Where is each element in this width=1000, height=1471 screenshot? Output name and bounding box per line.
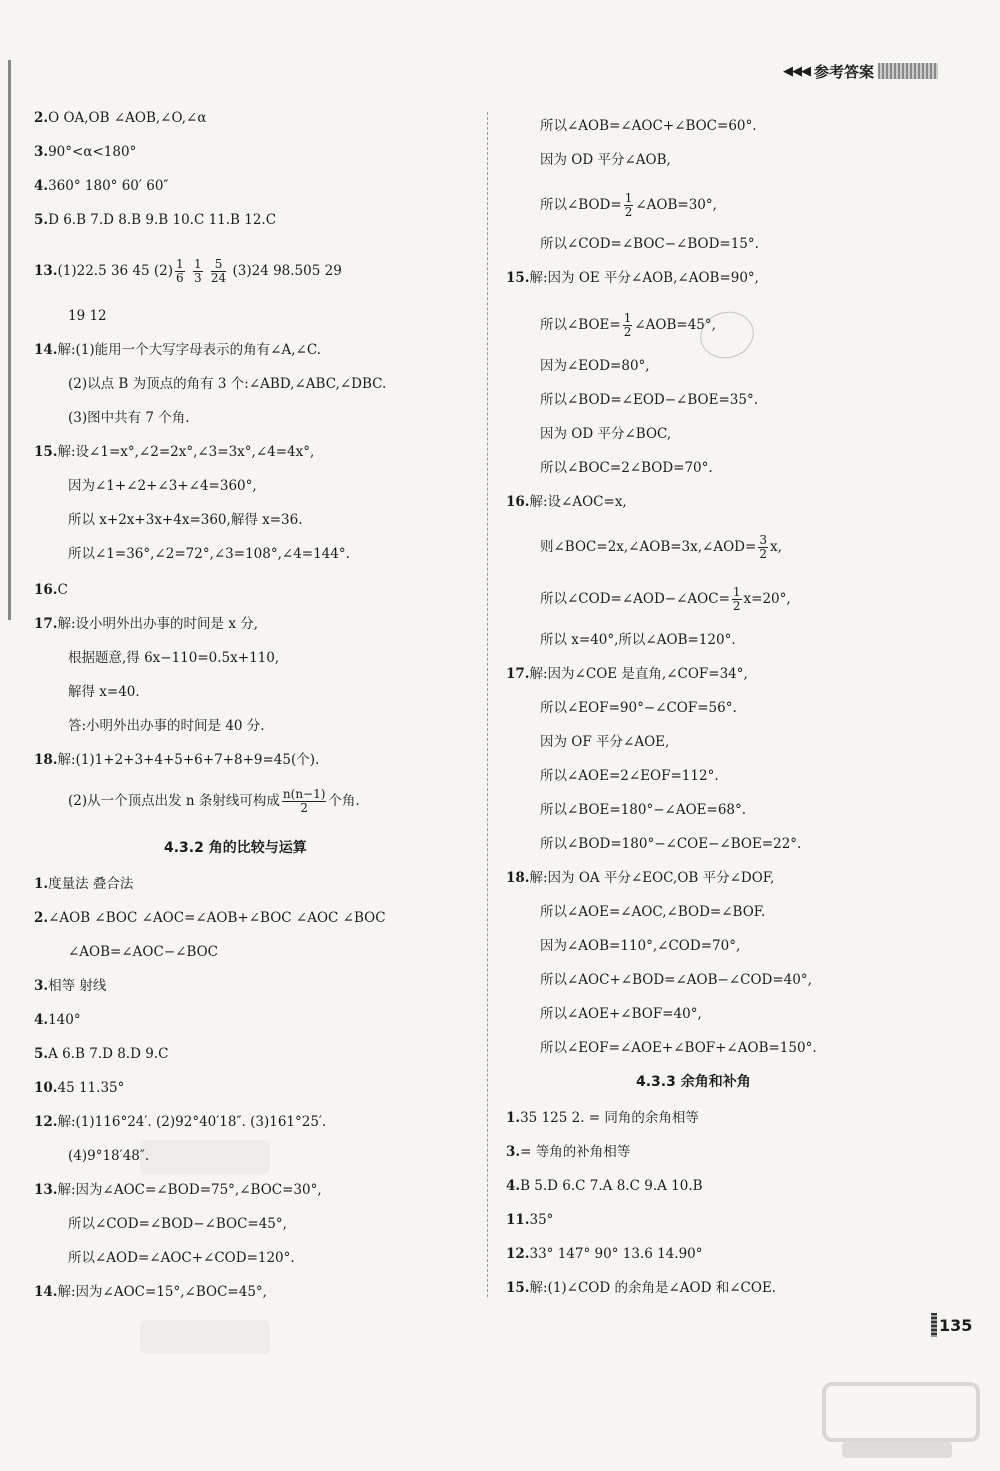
answer-text: 解:设∠AOC=x,	[529, 494, 627, 510]
fraction	[623, 312, 633, 339]
answer-text: 因为 OD 平分∠AOB,	[540, 152, 671, 168]
answer-text: O OA,OB ∠AOB,∠O,∠α	[48, 110, 207, 126]
question-number: 15.	[506, 270, 530, 286]
header-label: 参考答案	[813, 62, 874, 81]
fraction-denominator: 24	[210, 271, 227, 285]
answer-line	[506, 1038, 817, 1058]
answer-line	[506, 356, 650, 376]
answer-line	[34, 942, 218, 962]
fraction-denominator: 2	[623, 325, 632, 339]
answer-line	[34, 476, 257, 496]
answer-text: 360° 180° 60′ 60″	[48, 178, 169, 194]
fraction	[193, 258, 203, 285]
answer-line	[506, 1278, 776, 1298]
question-number: 4.	[34, 1012, 49, 1028]
answer-text: 根据题意,得 6x−110=0.5x+110,	[68, 650, 280, 666]
answer-line	[506, 116, 757, 136]
answer-line	[34, 176, 168, 196]
answer-text: (1)22.5 36 45 (2)	[57, 263, 174, 279]
answer-text: 所以∠1=36°,∠2=72°,∠3=108°,∠4=144°.	[68, 546, 350, 562]
answer-line	[506, 534, 782, 561]
answer-text: 所以∠BOE=	[540, 317, 621, 333]
answer-line	[506, 936, 740, 956]
fraction-numerator: 1	[623, 311, 632, 325]
answer-text: 33° 147° 90° 13.6 14.90°	[529, 1246, 703, 1262]
answer-text: ∠AOB=45°,	[634, 317, 716, 333]
fraction-denominator: 2	[732, 599, 741, 613]
fraction-numerator: 5	[211, 258, 226, 272]
answer-line	[34, 1214, 287, 1234]
fraction	[732, 586, 742, 613]
answer-line	[506, 492, 627, 512]
answer-line	[506, 1142, 630, 1162]
answer-line	[506, 390, 758, 410]
question-number: 3.	[34, 144, 49, 160]
column-divider	[487, 112, 488, 1297]
answer-text: A 6.B 7.D 8.D 9.C	[48, 1046, 169, 1062]
answer-text: = 等角的补角相等	[520, 1144, 631, 1160]
answer-text: 所以∠AOC+∠BOD=∠AOB−∠COD=40°,	[540, 972, 812, 988]
answer-line	[34, 142, 136, 162]
answer-text: 答:小明外出办事的时间是 40 分.	[68, 718, 265, 734]
answer-text: C	[57, 582, 68, 598]
page-edge-bar	[8, 60, 11, 620]
header-pattern-bar	[878, 63, 938, 79]
answer-line	[506, 834, 801, 854]
answer-text: 所以∠COD=∠AOD−∠AOC=	[540, 591, 730, 607]
answer-line	[34, 1078, 124, 1098]
fraction	[758, 534, 768, 561]
answer-text: 所以∠COD=∠BOD−∠BOC=45°,	[68, 1216, 287, 1232]
answer-line	[34, 1112, 326, 1132]
question-number: 15.	[506, 1280, 530, 1296]
answer-text: 因为∠1+∠2+∠3+∠4=360°,	[68, 478, 257, 494]
question-number: 18.	[34, 752, 58, 768]
question-number: 3.	[506, 1144, 521, 1160]
fraction	[282, 788, 327, 815]
answer-text: 45 11.35°	[57, 1080, 125, 1096]
answer-text: D 6.B 7.D 8.B 9.B 10.C 11.B 12.C	[48, 212, 277, 228]
answer-text: ∠AOB=30°,	[635, 197, 717, 213]
answer-text: (4)9°18′48″.	[68, 1148, 150, 1164]
answer-text: 解:因为∠AOC=∠BOD=75°,∠BOC=30°,	[57, 1182, 322, 1198]
answer-line	[506, 192, 717, 219]
section-heading: 4.3.3 余角和补角	[636, 1074, 751, 1090]
answer-line	[506, 1108, 699, 1128]
answer-line	[34, 442, 314, 462]
answer-line	[506, 1210, 553, 1230]
question-number: 2.	[34, 910, 49, 926]
answer-line	[34, 544, 350, 564]
fraction	[211, 258, 226, 285]
answer-text: 解:(1)能用一个大写字母表示的角有∠A,∠C.	[57, 342, 321, 358]
answer-line	[34, 750, 319, 770]
fraction-numerator: 1	[176, 257, 184, 271]
answer-line	[506, 458, 713, 478]
answer-line	[506, 732, 669, 752]
answer-text: 解:设∠1=x°,∠2=2x°,∠3=3x°,∠4=4x°,	[57, 444, 315, 460]
answer-text: 所以∠AOE=2∠EOF=112°.	[540, 768, 719, 784]
fraction-numerator: 1	[193, 257, 202, 271]
fraction-numerator: 3	[759, 533, 767, 547]
fraction-denominator: 2	[624, 205, 633, 219]
answer-text: 解:(1)∠COD 的余角是∠AOD 和∠COE.	[529, 1280, 777, 1296]
page-number-marker	[931, 1313, 937, 1337]
answer-text: 所以∠BOD=180°−∠COE−∠BOE=22°.	[540, 836, 802, 852]
answer-line	[34, 682, 140, 702]
faint-watermark-text	[140, 1320, 270, 1354]
answer-line	[34, 306, 107, 326]
answer-text: 因为 OD 平分∠BOC,	[540, 426, 672, 442]
answer-line	[506, 150, 671, 170]
question-number: 16.	[506, 494, 530, 510]
question-number: 1.	[34, 876, 49, 892]
answer-text: 所以∠AOB=∠AOC+∠BOC=60°.	[540, 118, 757, 134]
question-number: 13.	[34, 263, 58, 279]
answer-line	[506, 630, 736, 650]
answer-line	[506, 698, 737, 718]
answer-line	[34, 510, 303, 530]
question-number: 5.	[34, 1046, 49, 1062]
answer-line	[34, 258, 342, 285]
answer-line	[34, 340, 321, 360]
answer-text: ∠AOB ∠BOC ∠AOC=∠AOB+∠BOC ∠AOC ∠BOC	[48, 910, 386, 926]
answer-text: (3)图中共有 7 个角.	[68, 410, 190, 426]
answer-text: 度量法 叠合法	[48, 876, 134, 892]
fraction-numerator: n(n−1)	[282, 787, 326, 801]
answer-text: 解得 x=40.	[68, 684, 140, 700]
question-number: 12.	[34, 1114, 58, 1130]
answer-line	[34, 1146, 149, 1166]
answer-line	[506, 1004, 702, 1024]
answer-text: 90°<α<180°	[48, 144, 137, 160]
answer-line	[34, 788, 360, 815]
answer-text: 所以∠AOD=∠AOC+∠COD=120°.	[68, 1250, 295, 1266]
answer-line	[506, 664, 748, 684]
answer-line	[506, 1176, 703, 1196]
fraction	[624, 192, 634, 219]
answer-line	[506, 902, 765, 922]
answer-text: 所以 x=40°,所以∠AOB=120°.	[540, 632, 736, 648]
answer-text: 因为∠EOD=80°,	[540, 358, 650, 374]
question-number: 1.	[506, 1110, 521, 1126]
page-header	[783, 60, 938, 82]
answer-text: 所以∠BOD=∠EOD−∠BOE=35°.	[540, 392, 758, 408]
answer-line	[506, 1244, 703, 1264]
answer-line	[506, 586, 791, 613]
answer-line	[506, 312, 716, 339]
answer-line	[34, 108, 207, 128]
answer-text: 所以∠BOC=2∠BOD=70°.	[540, 460, 713, 476]
question-number: 16.	[34, 582, 58, 598]
answer-line	[506, 268, 759, 288]
answer-text: 解:因为 OA 平分∠EOC,OB 平分∠DOF,	[529, 870, 775, 886]
answer-line	[34, 1248, 295, 1268]
answer-text: 所以∠AOE+∠BOF=40°,	[540, 1006, 702, 1022]
answer-line	[34, 210, 276, 230]
answer-text: 解:因为∠COE 是直角,∠COF=34°,	[529, 666, 748, 682]
fraction-numerator: 1	[624, 191, 633, 205]
answer-text: 所以∠COD=∠BOC−∠BOD=15°.	[540, 236, 759, 252]
answer-text: 所以∠AOE=∠AOC,∠BOD=∠BOF.	[540, 904, 766, 920]
answer-text: 因为 OF 平分∠AOE,	[540, 734, 670, 750]
question-number: 4.	[506, 1178, 521, 1194]
answer-text: B 5.D 6.C 7.A 8.C 9.A 10.B	[520, 1178, 703, 1194]
answer-line	[34, 1180, 322, 1200]
answer-text: 相等 射线	[48, 978, 107, 994]
answer-line	[34, 648, 279, 668]
answer-text: 35°	[529, 1212, 554, 1228]
answer-line	[34, 1010, 81, 1030]
site-watermark-logo	[822, 1382, 972, 1464]
answer-text: ∠AOB=∠AOC−∠BOC	[68, 944, 219, 960]
answer-text: 解:(1)116°24′. (2)92°40′18″. (3)161°25′.	[57, 1114, 327, 1130]
question-number: 11.	[506, 1212, 530, 1228]
fraction-denominator: 2	[759, 547, 767, 561]
answer-line	[506, 234, 759, 254]
answer-line	[506, 766, 719, 786]
answer-text: 所以∠EOF=90°−∠COF=56°.	[540, 700, 737, 716]
question-number: 13.	[34, 1182, 58, 1198]
question-number: 14.	[34, 1284, 58, 1300]
page-number-text: 135	[939, 1315, 973, 1335]
answer-line	[34, 874, 133, 894]
question-number: 14.	[34, 342, 58, 358]
answer-text: 19 12	[68, 308, 107, 324]
answer-line	[506, 424, 671, 444]
answer-text: 因为∠AOB=110°,∠COD=70°,	[540, 938, 741, 954]
answer-line	[34, 908, 386, 928]
answer-text: x=20°,	[743, 591, 791, 607]
question-number: 2.	[34, 110, 49, 126]
answer-text: (2)从一个顶点出发 n 条射线可构成	[68, 793, 280, 809]
question-number: 10.	[34, 1080, 58, 1096]
answer-text: (3)24 98.505 29	[232, 263, 342, 279]
question-number: 17.	[506, 666, 530, 682]
answer-line	[34, 580, 68, 600]
fraction-denominator: 2	[300, 801, 308, 815]
answer-text: 解:因为∠AOC=15°,∠BOC=45°,	[57, 1284, 267, 1300]
answer-line	[34, 976, 106, 996]
question-number: 4.	[34, 178, 49, 194]
answer-line	[34, 1282, 267, 1302]
answer-text: 所以∠BOE=180°−∠AOE=68°.	[540, 802, 747, 818]
answer-text: 解:设小明外出办事的时间是 x 分,	[57, 616, 259, 632]
answer-text: 则∠BOC=2x,∠AOB=3x,∠AOD=	[540, 539, 757, 555]
answer-text: 所以∠EOF=∠AOE+∠BOF+∠AOB=150°.	[540, 1040, 817, 1056]
answer-line	[34, 408, 190, 428]
question-number: 12.	[506, 1246, 530, 1262]
answer-line	[34, 1044, 168, 1064]
answer-text: 所以 x+2x+3x+4x=360,解得 x=36.	[68, 512, 303, 528]
answer-line	[34, 374, 386, 394]
triple-arrow-icon: ◀◀◀	[782, 63, 810, 79]
answer-text: 35 125 2. = 同角的余角相等	[520, 1110, 699, 1126]
fraction-denominator: 6	[176, 271, 184, 285]
answer-text: 个角.	[328, 793, 360, 809]
answer-text: 140°	[48, 1012, 81, 1028]
answer-text: 解:(1)1+2+3+4+5+6+7+8+9=45(个).	[57, 752, 320, 768]
question-number: 17.	[34, 616, 58, 632]
answer-text: x,	[769, 539, 782, 555]
question-number: 3.	[34, 978, 49, 994]
fraction	[175, 258, 185, 285]
answer-line	[34, 716, 265, 736]
answer-text: 解:因为 OE 平分∠AOB,∠AOB=90°,	[529, 270, 759, 286]
section-heading: 4.3.2 角的比较与运算	[164, 840, 307, 856]
faint-watermark-text	[140, 1140, 270, 1174]
answer-line	[506, 970, 812, 990]
answer-text: 所以∠BOD=	[540, 197, 622, 213]
question-number: 5.	[34, 212, 49, 228]
page-number	[931, 1313, 972, 1337]
answer-line	[506, 868, 774, 888]
answer-text: (2)以点 B 为顶点的角有 3 个:∠ABD,∠ABC,∠DBC.	[68, 376, 387, 392]
fraction-numerator: 1	[732, 585, 741, 599]
question-number: 18.	[506, 870, 530, 886]
question-number: 15.	[34, 444, 58, 460]
answer-line	[34, 614, 258, 634]
fraction-denominator: 3	[193, 271, 202, 285]
answer-line	[506, 800, 746, 820]
